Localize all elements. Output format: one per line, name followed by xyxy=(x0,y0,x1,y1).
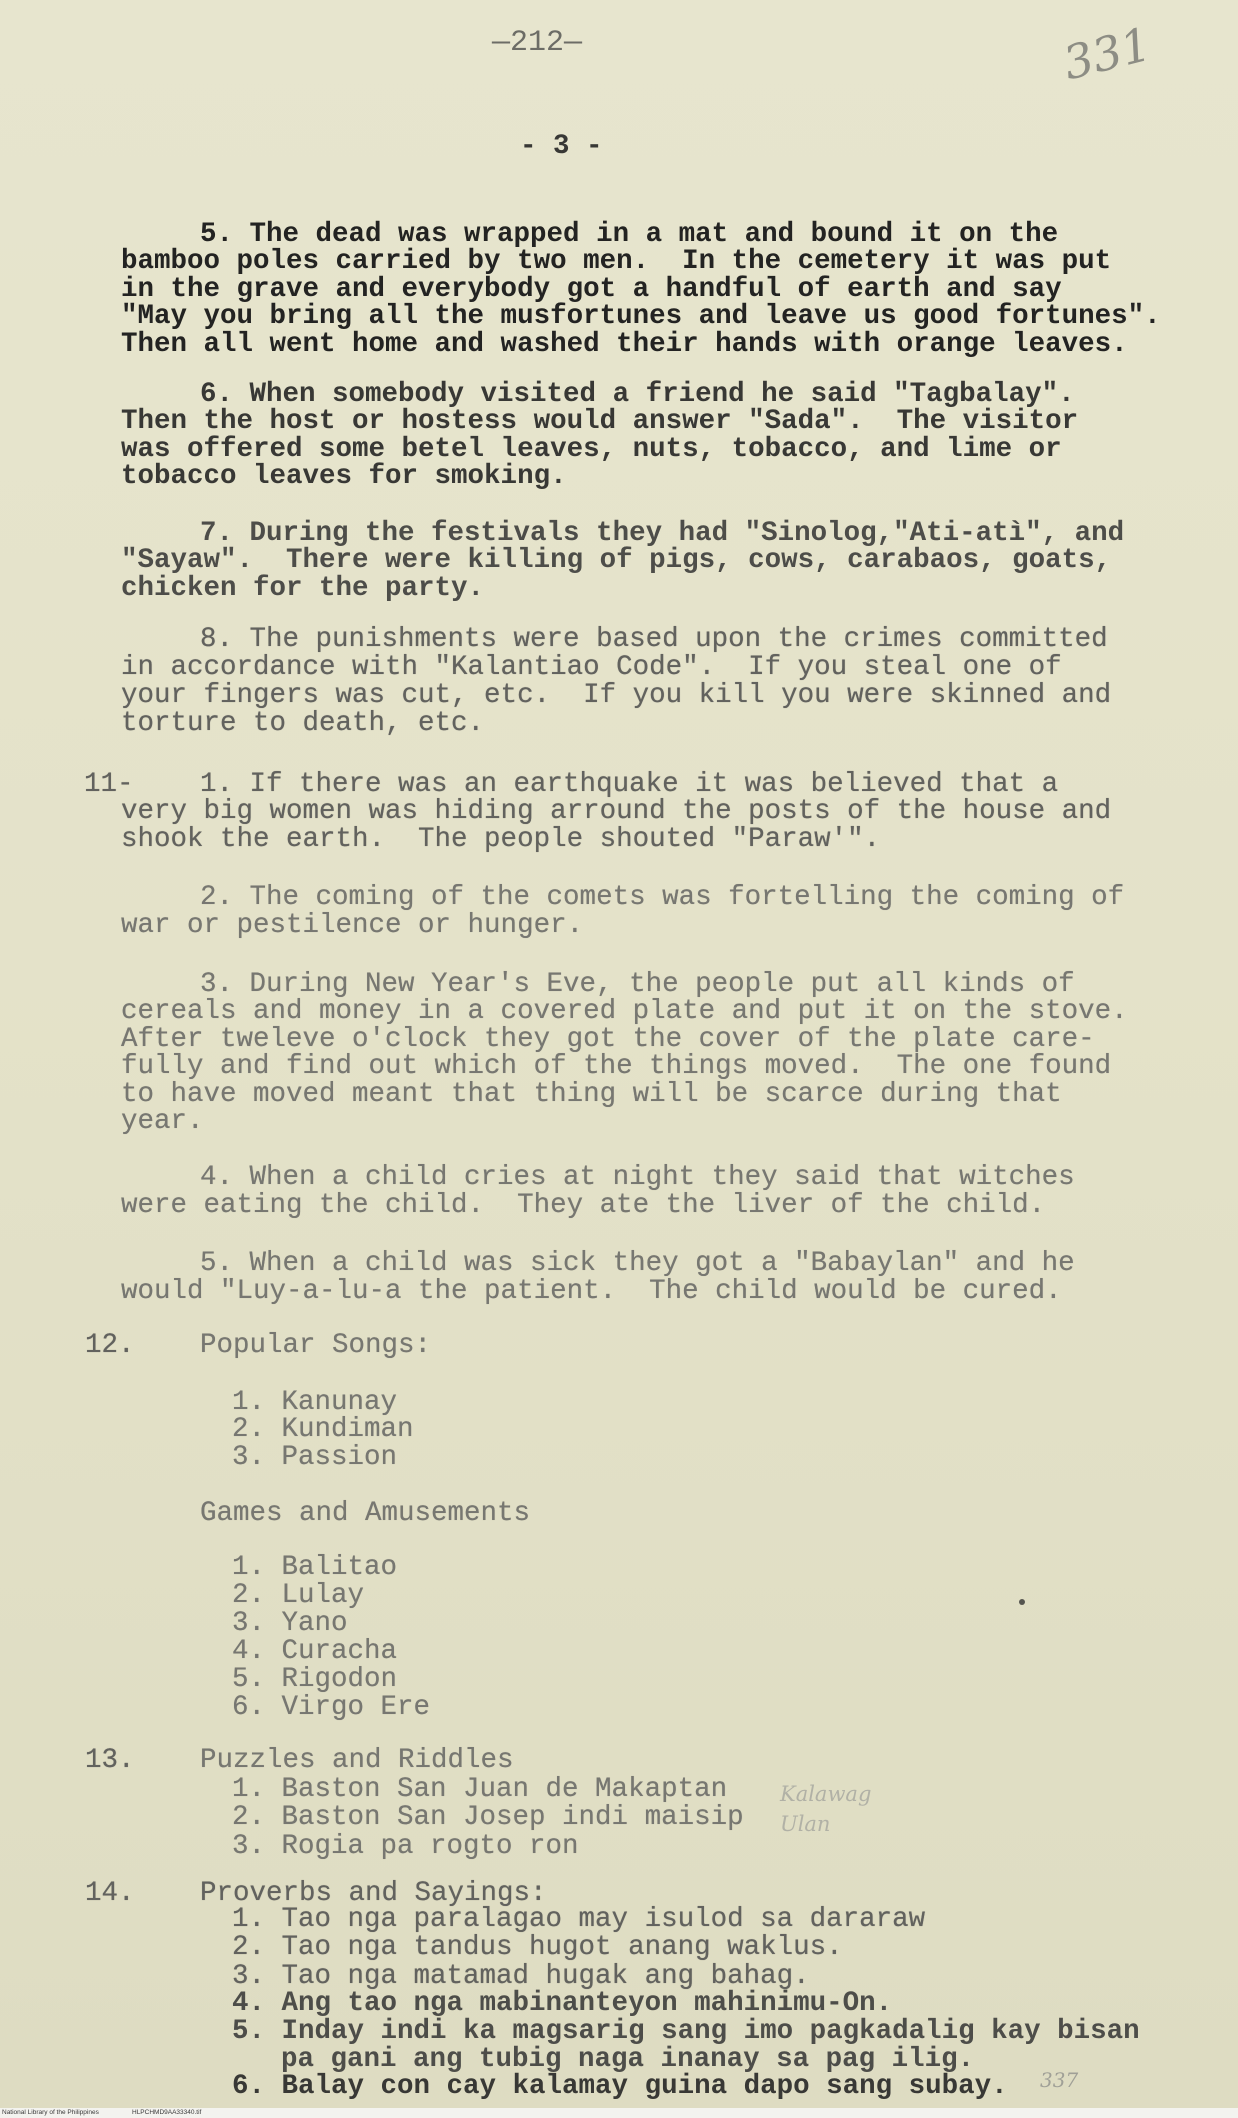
list-item: 5. Rigodon xyxy=(232,1664,398,1695)
folio-stamp: —212— xyxy=(492,26,583,60)
text-line: After tweleve o'clock they got the cover of the plate care- xyxy=(121,1024,1095,1055)
text-line: 8. The punishments were based upon the crimes committed xyxy=(200,624,1108,655)
archive-credit: National Library of the Philippines xyxy=(2,2109,99,2116)
list-item: 3. Yano xyxy=(232,1608,348,1639)
section-heading: Proverbs and Sayings: xyxy=(200,1878,547,1909)
list-item: 5. Inday indi ka magsarig sang imo pagkadalig kay bisan xyxy=(232,2016,1140,2047)
text-line: "May you bring all the musfortunes and leave us good fortunes". xyxy=(121,301,1161,332)
text-line: 6. When somebody visited a friend he said "Tagbalay". xyxy=(200,379,1075,410)
text-line: 4. When a child cries at night they said that witches xyxy=(200,1162,1075,1193)
text-line: year. xyxy=(121,1106,204,1137)
section-number: 14. xyxy=(85,1878,135,1909)
text-line: Then all went home and washed their hands with orange leaves. xyxy=(121,329,1128,360)
text-line: was offered some betel leaves, nuts, tobacco, and lime or xyxy=(121,434,1062,465)
text-line: very big women was hiding arround the posts of the house and xyxy=(121,796,1112,827)
list-item: 1. Balitao xyxy=(232,1552,398,1583)
list-item: 3. Rogia pa rogto ron xyxy=(232,1831,579,1862)
text-line: 3. During New Year's Eve, the people put all kinds of xyxy=(200,969,1075,1000)
list-item: 3. Passion xyxy=(232,1442,398,1473)
archive-footer xyxy=(0,2108,1238,2118)
text-line: 2. The coming of the comets was fortelling the coming of xyxy=(200,882,1125,913)
text-line: would "Luy-a-lu-a the patient. The child would be cured. xyxy=(121,1276,1062,1307)
list-item: 1. Tao nga paralagao may isulod sa dararaw xyxy=(232,1904,926,1935)
text-line: 5. The dead was wrapped in a mat and bound it on the xyxy=(200,219,1059,250)
text-line: to have moved meant that thing will be scarce during that xyxy=(121,1079,1062,1110)
text-line: your fingers was cut, etc. If you kill you were skinned and xyxy=(121,680,1112,711)
paper-speck xyxy=(1019,1599,1025,1605)
text-line: bamboo poles carried by two men. In the cemetery it was put xyxy=(121,246,1112,277)
text-line: "Sayaw". There were killing of pigs, cows, carabaos, goats, xyxy=(121,545,1112,576)
text-line: 1. If there was an earthquake it was believed that a xyxy=(200,769,1059,800)
list-item: 2. Tao nga tandus hugot anang waklus. xyxy=(232,1932,843,1963)
text-line: cereals and money in a covered plate and put it on the stove. xyxy=(121,996,1128,1027)
list-item: 6. Balay con cay kalamay guina dapo sang subay. xyxy=(232,2071,1008,2102)
page-number: - 3 - xyxy=(520,131,603,162)
list-item: 4. Ang tao nga mabinanteyon mahinimu-On. xyxy=(232,1988,893,2019)
section-number: 13. xyxy=(85,1745,135,1776)
text-line: 7. During the festivals they had "Sinolog,"Ati-atì", and xyxy=(200,518,1125,549)
list-item-continuation: pa gani ang tubig naga inanay sa pag ilig. xyxy=(281,2044,975,2075)
handwritten-answer: Ulan xyxy=(780,1812,831,1836)
text-line: fully and find out which of the things moved. The one found xyxy=(121,1051,1112,1082)
text-line: war or pestilence or hunger. xyxy=(121,910,584,941)
section-heading: Games and Amusements xyxy=(200,1498,531,1529)
list-item: 2. Baston San Josep indi maisip xyxy=(232,1802,744,1833)
file-name: HLPCHMD9AA33340.tif xyxy=(132,2109,202,2116)
section-heading: Puzzles and Riddles xyxy=(200,1745,514,1776)
list-item: 1. Baston San Juan de Makaptan xyxy=(232,1774,728,1805)
handwritten-folio-number: 331 xyxy=(1058,16,1157,91)
section-number: 12. xyxy=(85,1330,135,1361)
list-item: 1. Kanunay xyxy=(232,1387,398,1418)
text-line: torture to death, etc. xyxy=(121,708,485,739)
handwritten-answer: Kalawag xyxy=(780,1782,872,1806)
handwritten-footer-number: 337 xyxy=(1040,2068,1079,2092)
text-line: 5. When a child was sick they got a "Babaylan" and he xyxy=(200,1248,1075,1279)
section-heading: Popular Songs: xyxy=(200,1330,432,1361)
section-number: 11- xyxy=(84,769,134,800)
text-line: shook the earth. The people shouted "Paraw'". xyxy=(121,824,881,855)
list-item: 2. Kundiman xyxy=(232,1414,414,1445)
list-item: 3. Tao nga matamad hugak ang bahag. xyxy=(232,1961,810,1992)
list-item: 6. Virgo Ere xyxy=(232,1692,431,1723)
text-line: chicken for the party. xyxy=(121,573,485,604)
list-item: 2. Lulay xyxy=(232,1580,365,1611)
text-line: tobacco leaves for smoking. xyxy=(121,461,567,492)
text-line: in accordance with "Kalantiao Code". If you steal one of xyxy=(121,652,1062,683)
text-line: Then the host or hostess would answer "Sada". The visitor xyxy=(121,406,1079,437)
text-line: were eating the child. They ate the liver of the child. xyxy=(121,1190,1046,1221)
text-line: in the grave and everybody got a handful of earth and say xyxy=(121,274,1062,305)
list-item: 4. Curacha xyxy=(232,1636,398,1667)
